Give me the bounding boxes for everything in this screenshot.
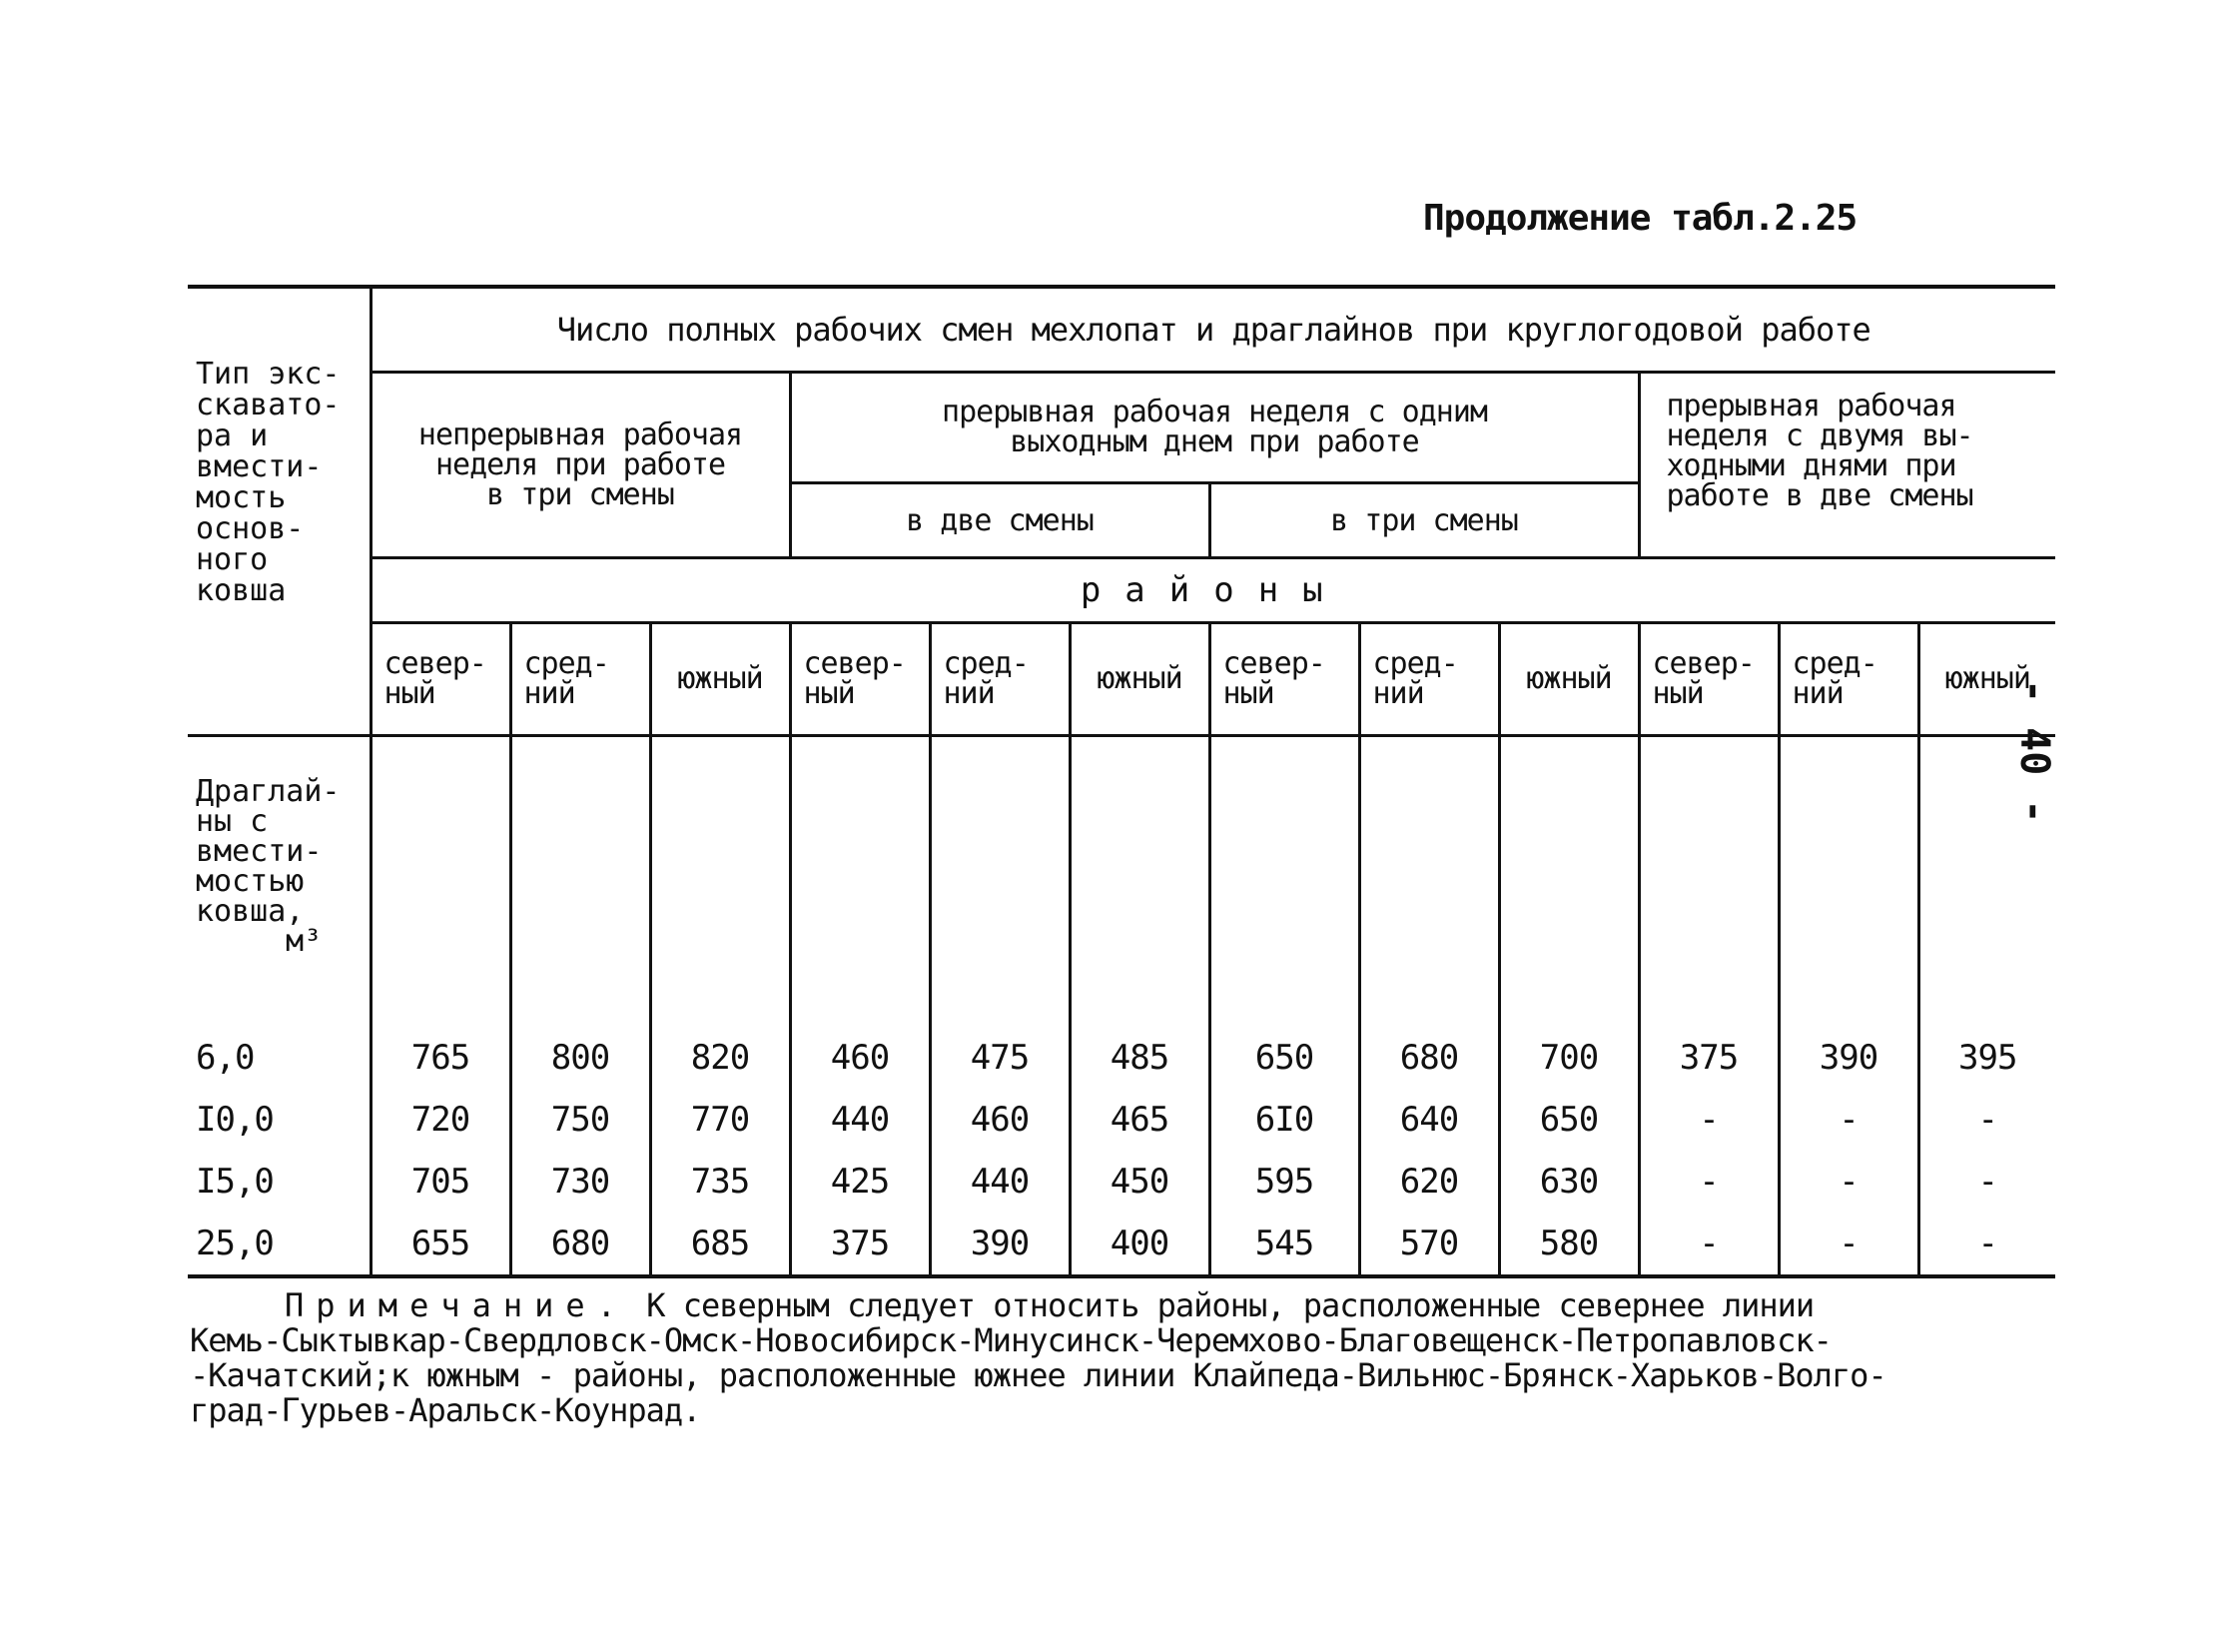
column-header-southern <box>1070 623 1209 736</box>
column-header-line: ный <box>803 676 855 711</box>
column-header-middle <box>1359 623 1499 736</box>
group-header-one-day-off <box>790 373 1639 483</box>
table-cell: - <box>1918 1151 2055 1213</box>
group-header-line: неделя при работе <box>434 446 726 482</box>
column-header-line: ный <box>383 676 435 711</box>
stub-header-line: ковша <box>196 573 287 608</box>
group-header-continuous <box>371 373 790 558</box>
table-cell: 400 <box>1070 1213 1209 1276</box>
column-header-middle <box>1779 623 1918 736</box>
table-cell: 800 <box>510 1027 650 1089</box>
note-line: Кемь-Сыктывкар-Свердловск-Омск-Новосибирск-Минусинск-Черемхово-Благовещенск-Петропавловск- <box>190 1321 1832 1359</box>
column-header-line: сред- <box>523 646 609 681</box>
table-cell: - <box>1779 1213 1918 1276</box>
group-header-line: непрерывная рабочая <box>417 416 743 452</box>
table-cell: 730 <box>510 1151 650 1213</box>
table-cell: 450 <box>1070 1151 1209 1213</box>
group-header-line: выходным днем при работе <box>1010 424 1419 459</box>
row-group-label-line: ковша, <box>196 894 305 929</box>
group-header-two-days-off <box>1639 373 2055 558</box>
table-cell: 770 <box>650 1089 790 1151</box>
note-line <box>190 1288 1987 1323</box>
table-caption: Продолжение табл.2.25 <box>1423 198 1858 239</box>
stub-header-line: скавато- <box>196 388 341 422</box>
table-cell: 620 <box>1359 1151 1499 1213</box>
row-group-label-line: м³ <box>286 924 323 959</box>
table-row <box>188 1027 2055 1089</box>
stub-header-line: Тип экс- <box>196 357 341 392</box>
table-row <box>188 1151 2055 1213</box>
stub-header-line: мость <box>196 480 287 515</box>
group-header-line: в три смены <box>486 476 674 512</box>
regions-header: районы <box>371 558 2055 623</box>
row-group-label-line: ны с <box>196 804 269 839</box>
stub-header <box>188 287 371 736</box>
column-header-northern <box>790 623 930 736</box>
column-header-southern <box>1499 623 1639 736</box>
column-header-middle <box>930 623 1070 736</box>
column-header-line: южный <box>1526 661 1612 696</box>
table-cell: 820 <box>650 1027 790 1089</box>
row-group-label-line: Драглай- <box>196 774 341 809</box>
table-cell: 375 <box>1639 1027 1779 1089</box>
table-note <box>190 1288 1987 1428</box>
table-cell: 6I0 <box>1209 1089 1359 1151</box>
table-cell: - <box>1918 1213 2055 1276</box>
stub-header-line: вмести- <box>196 449 323 484</box>
table-cell: 390 <box>1779 1027 1918 1089</box>
column-header-line: сред- <box>943 646 1029 681</box>
table-cell: 440 <box>930 1151 1070 1213</box>
group-header-line: прерывная рабочая неделя с одним <box>942 395 1487 429</box>
table-cell: 650 <box>1499 1089 1639 1151</box>
table-cell: 640 <box>1359 1089 1499 1151</box>
table-cell: 655 <box>371 1213 510 1276</box>
table-cell: 680 <box>510 1213 650 1276</box>
column-header-line: север- <box>803 646 906 681</box>
column-header-line: ный <box>1652 676 1704 711</box>
table-cell: - <box>1918 1089 2055 1151</box>
table-cell: 580 <box>1499 1213 1639 1276</box>
column-header-line: север- <box>383 646 486 681</box>
group-header-line: прерывная рабочая <box>1666 389 1956 423</box>
row-label: I0,0 <box>196 1100 274 1140</box>
column-header-line: ный <box>1222 676 1274 711</box>
table-cell: - <box>1779 1151 1918 1213</box>
stub-header-line: ра и <box>196 418 269 453</box>
table-cell: - <box>1779 1089 1918 1151</box>
column-header-southern <box>650 623 790 736</box>
note-line: -Качатский;к южным - районы, расположенные южнее линии Клайпеда-Вильнюс-Брянск-Харьков-Волго- <box>190 1356 1886 1394</box>
row-label: I5,0 <box>196 1162 274 1202</box>
row-group-label-line: вмести- <box>196 834 323 869</box>
table-cell: 375 <box>790 1213 930 1276</box>
table-cell: 720 <box>371 1089 510 1151</box>
table-cell: 595 <box>1209 1151 1359 1213</box>
table-cell: 750 <box>510 1089 650 1151</box>
note-text: К северным следует относить районы, расположенные севернее линии <box>646 1286 1815 1324</box>
column-header-line: южный <box>1097 661 1182 696</box>
data-table <box>188 285 2055 1278</box>
table-cell: 570 <box>1359 1213 1499 1276</box>
group-header-line: неделя с двумя вы- <box>1666 418 1973 453</box>
table-cell: 425 <box>790 1151 930 1213</box>
table-cell: 545 <box>1209 1213 1359 1276</box>
column-header-line: южный <box>1944 661 2030 696</box>
column-header-line: ний <box>1372 676 1424 711</box>
table-cell: 630 <box>1499 1151 1639 1213</box>
table-cell: 485 <box>1070 1027 1209 1089</box>
row-label: 25,0 <box>196 1224 274 1263</box>
subgroup-header-three-shifts: в три смены <box>1209 483 1639 558</box>
stub-header-line: основ- <box>196 511 305 546</box>
table-cell: 460 <box>930 1089 1070 1151</box>
note-line: град-Гурьев-Аральск-Коунрад. <box>190 1391 701 1429</box>
table-row <box>188 1213 2055 1276</box>
column-header-northern <box>1209 623 1359 736</box>
table-cell: 650 <box>1209 1027 1359 1089</box>
column-header-line: сред- <box>1372 646 1458 681</box>
table-cell: 390 <box>930 1213 1070 1276</box>
column-header-northern <box>371 623 510 736</box>
group-header-line: работе в две смены <box>1666 478 1973 513</box>
table-cell: 765 <box>371 1027 510 1089</box>
column-header-line: север- <box>1652 646 1755 681</box>
table-cell: - <box>1639 1151 1779 1213</box>
table-cell: 700 <box>1499 1027 1639 1089</box>
note-label: Примечание. <box>285 1286 628 1324</box>
group-header-line: ходными днями при <box>1666 448 1956 483</box>
table-cell: 475 <box>930 1027 1070 1089</box>
table-cell: 705 <box>371 1151 510 1213</box>
column-header-northern <box>1639 623 1779 736</box>
column-header-line: ний <box>943 676 995 711</box>
table-cell: 735 <box>650 1151 790 1213</box>
table-cell: 465 <box>1070 1089 1209 1151</box>
row-label: 6,0 <box>196 1038 255 1078</box>
table-row <box>188 1089 2055 1151</box>
main-header: Число полных рабочих смен мехлопат и драглайнов при круглогодовой работе <box>371 287 2055 373</box>
column-header-line: южный <box>677 661 763 696</box>
table-cell: 680 <box>1359 1027 1499 1089</box>
table-cell: - <box>1639 1089 1779 1151</box>
column-header-line: сред- <box>1792 646 1877 681</box>
stub-header-line: ного <box>196 542 269 577</box>
row-group-label-line: мостью <box>196 864 305 899</box>
table-cell: 440 <box>790 1089 930 1151</box>
table-cell: 395 <box>1918 1027 2055 1089</box>
subgroup-header-two-shifts: в две смены <box>790 483 1209 558</box>
column-header-line: ний <box>1792 676 1844 711</box>
table-cell: 685 <box>650 1213 790 1276</box>
table-cell: 460 <box>790 1027 930 1089</box>
table-cell: - <box>1639 1213 1779 1276</box>
column-header-middle <box>510 623 650 736</box>
page-number: - 40 - <box>2011 679 2057 824</box>
row-group-label <box>188 736 371 1028</box>
column-header-line: ний <box>523 676 575 711</box>
column-header-line: север- <box>1222 646 1325 681</box>
column-header-southern <box>1918 623 2055 736</box>
